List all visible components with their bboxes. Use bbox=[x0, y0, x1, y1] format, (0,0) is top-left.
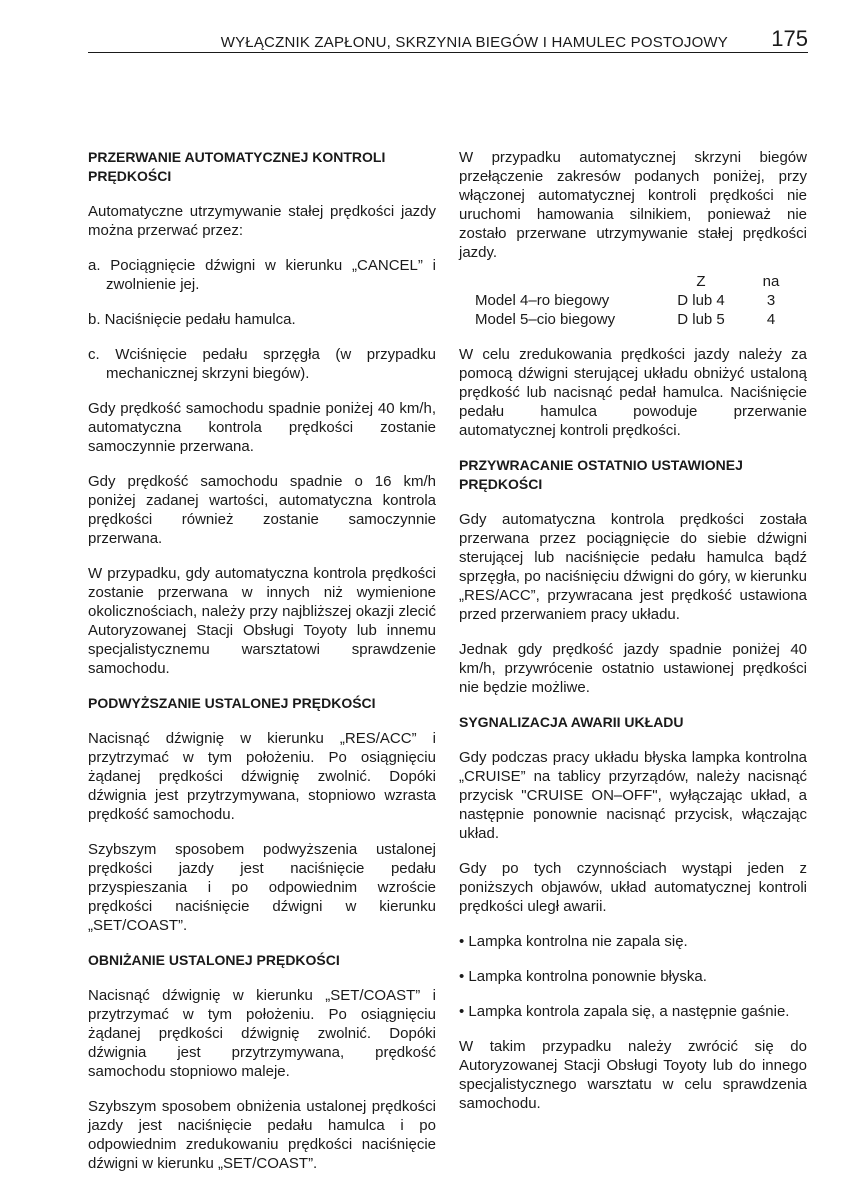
table-row bbox=[459, 291, 801, 310]
list-item-c: c. Wciśnięcie pedału sprzęgła (w przypadku mechanicznej skrzyni biegów). bbox=[88, 346, 436, 382]
chapter-title: WYŁĄCZNIK ZAPŁONU, SKRZYNIA BIEGÓW I HAMULEC POSTOJOWY bbox=[220, 34, 728, 51]
left-column bbox=[88, 148, 436, 1189]
table-cell-na: 4 bbox=[766, 311, 776, 328]
paragraph: Nacisnąć dźwignię w kierunku „RES/ACC” i przytrzymać w tym położeniu. Po osiągnięciu żądanej prędkości dźwignię zwolnić. Dopóki dźwignia jest przytrzymywana, stopniowo wzrasta prędkość samochodu. bbox=[88, 730, 436, 823]
bullet-item: • Lampka kontrolna ponownie błyska. bbox=[459, 968, 707, 985]
list-item-b: b. Naciśnięcie pedału hamulca. bbox=[88, 311, 296, 328]
header-rule bbox=[88, 52, 808, 53]
paragraph: Gdy prędkość samochodu spadnie o 16 km/h poniżej zadanej wartości, automatyczna kontrola prędkości również zostanie samoczynnie przerwana. bbox=[88, 473, 436, 547]
list-item-a: a. Pociągnięcie dźwigni w kierunku „CANCEL” i zwolnienie jej. bbox=[88, 257, 436, 293]
paragraph: Szybszym sposobem obniżenia ustalonej prędkości jazdy jest naciśnięcie pedału hamulca i po odpowiednim zredukowaniu prędkości naciśnięcie dźwigni w kierunku „SET/COAST”. bbox=[88, 1098, 436, 1172]
table-cell-model: Model 5–cio biegowy bbox=[475, 311, 616, 328]
paragraph: W celu zredukowania prędkości jazdy należy za pomocą dźwigni sterującej układu obniżyć ustaloną prędkość lub nacisnąć pedał hamulca. Naciśnięcie pedału hamulca powoduje przerwanie automatycznej kontroli prędkości. bbox=[459, 346, 807, 439]
section-heading-cancel: PRZERWANIE AUTOMATYCZNEJ KONTROLI PRĘDKOŚCI bbox=[88, 149, 386, 184]
gear-range-table bbox=[459, 272, 801, 329]
bullet-item: • Lampka kontrola zapala się, a następnie gaśnie. bbox=[459, 1003, 790, 1020]
table-cell-z: D lub 4 bbox=[677, 292, 725, 309]
table-cell-z: D lub 5 bbox=[677, 311, 725, 328]
page-number: 175 bbox=[771, 26, 808, 51]
paragraph: Gdy prędkość samochodu spadnie poniżej 40 km/h, automatyczna kontrola prędkości zostanie samoczynnie przerwana. bbox=[88, 400, 436, 455]
table-row bbox=[459, 310, 801, 329]
table-header-empty bbox=[459, 272, 661, 291]
table-header-z: Z bbox=[696, 273, 706, 290]
paragraph: Nacisnąć dźwignię w kierunku „SET/COAST” i przytrzymać w tym położeniu. Po osiągnięciu żądanej prędkości dźwignię zwolnić. Dopóki dźwignia jest przytrzymywana, prędkość samochodu stopniowo maleje. bbox=[88, 987, 436, 1080]
paragraph: Jednak gdy prędkość jazdy spadnie poniżej 40 km/h, przywrócenie ostatnio ustawionej prędkości nie będzie możliwe. bbox=[459, 641, 807, 696]
section-heading-increase-speed: PODWYŻSZANIE USTALONEJ PRĘDKOŚCI bbox=[88, 695, 376, 711]
paragraph: Gdy automatyczna kontrola prędkości została przerwana przez pociągnięcie do siebie dźwigni sterującej lub naciśnięcie pedału hamulca bądź sprzęgła, po naciśnięciu dźwigni do góry, w kierunku „RES/ACC”, przywracana jest prędkość ustawiona przed przerwaniem pracy układu. bbox=[459, 511, 807, 623]
table-header-na: na bbox=[762, 273, 780, 290]
table-cell-na: 3 bbox=[766, 292, 776, 309]
paragraph: W przypadku, gdy automatyczna kontrola prędkości zostanie przerwana w innych niż wymienione okolicznościach, należy przy najbliższej okazji zlecić Autoryzowanej Stacji Obsługi Toyoty lub innemu specjalistycznemu warsztatowi sprawdzenie samochodu. bbox=[88, 565, 436, 677]
paragraph: W przypadku automatycznej skrzyni biegów przełączenie zakresów podanych poniżej, przy włączonej automatycznej kontroli prędkości nie uruchomi hamowania silnikiem, ponieważ nie zostało przerwane utrzymywanie stałej prędkości jazdy. bbox=[459, 149, 807, 261]
page-header bbox=[88, 24, 808, 52]
section-heading-fault-signal: SYGNALIZACJA AWARII UKŁADU bbox=[459, 714, 684, 730]
paragraph: W takim przypadku należy zwrócić się do Autoryzowanej Stacji Obsługi Toyoty lub do innego specjalistycznego warsztatu w celu sprawdzenia samochodu. bbox=[459, 1038, 807, 1112]
table-header-row bbox=[459, 272, 801, 291]
bullet-item: • Lampka kontrolna nie zapala się. bbox=[459, 933, 688, 950]
right-column bbox=[459, 148, 807, 1129]
table-cell-model: Model 4–ro biegowy bbox=[475, 292, 610, 309]
paragraph: Gdy po tych czynnościach wystąpi jeden z poniższych objawów, układ automatycznej kontroli prędkości uległ awarii. bbox=[459, 860, 807, 915]
paragraph: Szybszym sposobem podwyższenia ustalonej prędkości jazdy jest naciśnięcie pedału przyspieszania i po odpowiednim wzroście prędkości naciśnięcie dźwigni w kierunku „SET/COAST”. bbox=[88, 841, 436, 934]
paragraph: Automatyczne utrzymywanie stałej prędkości jazdy można przerwać przez: bbox=[88, 203, 436, 239]
section-heading-resume-speed: PRZYWRACANIE OSTATNIO USTAWIONEJ PRĘDKOŚCI bbox=[459, 457, 743, 492]
paragraph: Gdy podczas pracy układu błyska lampka kontrolna „CRUISE” na tablicy przyrządów, należy nacisnąć przycisk "CRUISE ON–OFF", wyłączając układ, a następnie ponownie nacisnąć przycisk, włączając układ. bbox=[459, 749, 807, 842]
section-heading-decrease-speed: OBNIŻANIE USTALONEJ PRĘDKOŚCI bbox=[88, 952, 340, 968]
